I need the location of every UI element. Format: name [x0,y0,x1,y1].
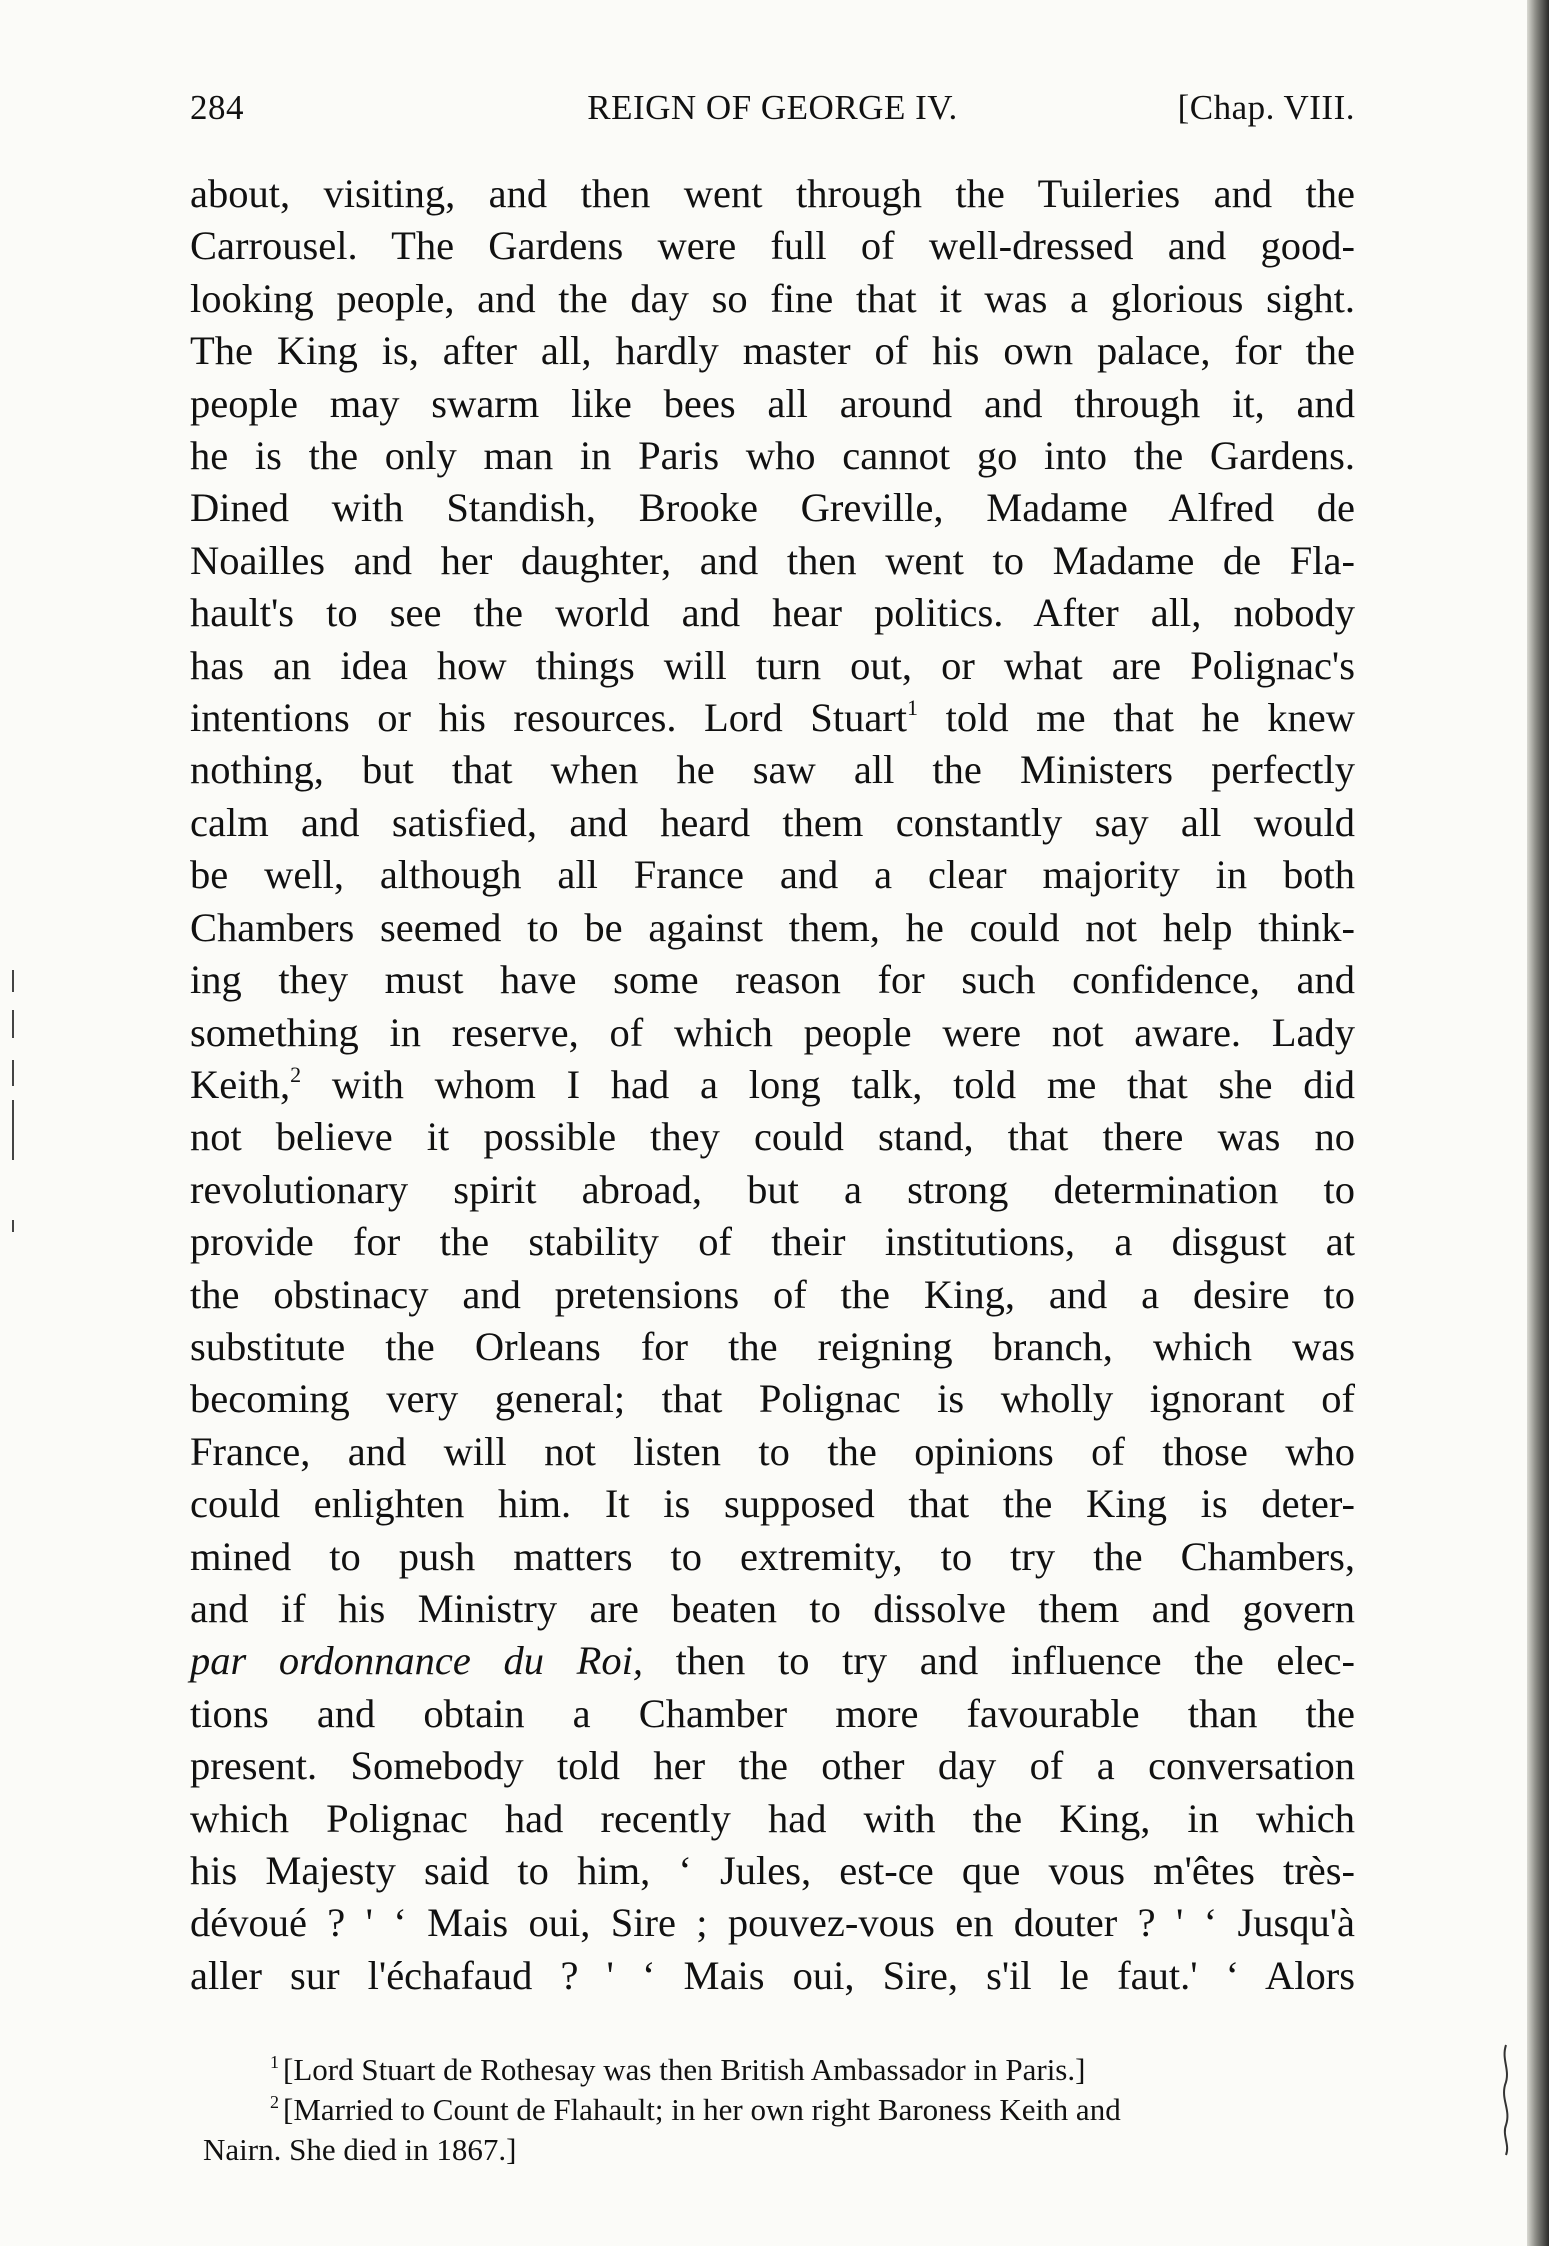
margin-tick [12,1010,14,1038]
margin-scribble-icon [1499,2040,1513,2160]
margin-tick [12,1100,14,1160]
footnotes [203,2050,1355,2170]
text-line [190,1635,1355,1687]
text-line: he is the only man in Paris who cannot go into the Gardens. [190,433,1355,479]
text-line: dévoué ? ' ‘ Mais oui, Sire ; pouvez-vous en douter ? ' ‘ Jusqu'à [190,1900,1355,1946]
text-line: calm and satisfied, and heard them constantly say all would [190,799,1355,845]
margin-tick [12,1060,14,1086]
text-line: becoming very general; that Polignac is wholly ignorant of [190,1376,1355,1422]
text-line: aller sur l'échafaud ? ' ‘ Mais oui, Sire, s'il le faut.' ‘ Alors [190,1952,1355,1998]
footnote-text: [Married to Count de Flahault; in her own right Baroness Keith and [283,2092,1121,2127]
text-line: revolutionary spirit abroad, but a strong determination to [190,1166,1355,1212]
text-segment: told me that he knew [918,695,1355,741]
footnote-mark: 1 [270,2052,279,2072]
text-segment: Keith, [190,1061,291,1107]
text-line: people may swarm like bees all around and through it, and [190,380,1355,426]
text-line: present. Somebody told her the other day of a conversation [190,1743,1355,1789]
text-line: his Majesty said to him, ‘ Jules, est-ce que vous m'êtes très- [190,1848,1355,1893]
footnote-line [208,2050,1355,2090]
text-line: about, visiting, and then went through the Tuileries and the [190,171,1355,216]
text-segment: with whom I had a long talk, told me that she did [301,1061,1355,1107]
text-line: tions and obtain a Chamber more favourable than the [190,1690,1355,1736]
chapter-label: [Chap. VIII. [1177,88,1355,127]
text-line: something in reserve, of which people were not aware. Lady [190,1009,1355,1055]
footnote-ref-2: 2 [290,1061,302,1087]
text-line: substitute the Orleans for the reigning branch, which was [190,1323,1355,1369]
text-line: could enlighten him. It is supposed that the King is deter- [190,1481,1355,1527]
margin-tick [12,1220,14,1232]
text-line: the obstinacy and pretensions of the King, and a desire to [190,1271,1355,1317]
footnote-2 [203,2090,1355,2170]
body-text [190,168,1355,2002]
text-line: hault's to see the world and hear politics. After all, nobody [190,590,1355,636]
text-line: mined to push matters to extremity, to try the Chambers, [190,1533,1355,1579]
text-line [190,1059,1355,1111]
text-segment: then to try and influence the elec- [643,1638,1355,1684]
text-line: looking people, and the day so fine that it was a glorious sight. [190,275,1355,321]
text-line: Dined with Standish, Brooke Greville, Madame Alfred de [190,485,1355,531]
footnote-mark: 2 [270,2092,279,2112]
footnote-text: [Lord Stuart de Rothesay was then British Ambassador in Paris.] [283,2052,1086,2087]
text-line: has an idea how things will turn out, or what are Polignac's [190,642,1355,688]
text-line: which Polignac had recently had with the King, in which [190,1795,1355,1841]
footnote-1 [208,2050,1355,2090]
text-line: not believe it possible they could stand, that there was no [190,1114,1355,1160]
text-line: France, and will not listen to the opinions of those who [190,1428,1355,1474]
margin-tick [12,970,14,992]
text-line: Carrousel. The Gardens were full of well-dressed and good- [190,223,1355,269]
page-edge-shadow [1527,0,1549,2246]
text-line: and if his Ministry are beaten to dissolve them and govern [190,1585,1355,1631]
text-line: Chambers seemed to be against them, he could not help think- [190,904,1355,950]
text-line [190,692,1355,744]
text-line: nothing, but that when he saw all the Ministers perfectly [190,747,1355,793]
italic-phrase: par ordonnance du Roi, [190,1638,644,1684]
footnote-ref-1: 1 [907,695,919,721]
page-number: 284 [190,88,244,127]
text-segment: intentions or his resources. Lord Stuart [190,695,908,741]
text-line: The King is, after all, hardly master of his own palace, for the [190,328,1355,374]
text-line: be well, although all France and a clear majority in both [190,852,1355,898]
footnote-line [208,2090,1355,2130]
page-header [190,88,1355,148]
text-line: Noailles and her daughter, and then went to Madame de Fla- [190,537,1355,583]
margin-marks [12,970,18,1230]
text-line: provide for the stability of their institutions, a disgust at [190,1219,1355,1265]
text-line: ing they must have some reason for such confidence, and [190,957,1355,1003]
running-title: REIGN OF GEORGE IV. [587,88,958,127]
footnote-continuation: Nairn. She died in 1867.] [203,2132,517,2167]
